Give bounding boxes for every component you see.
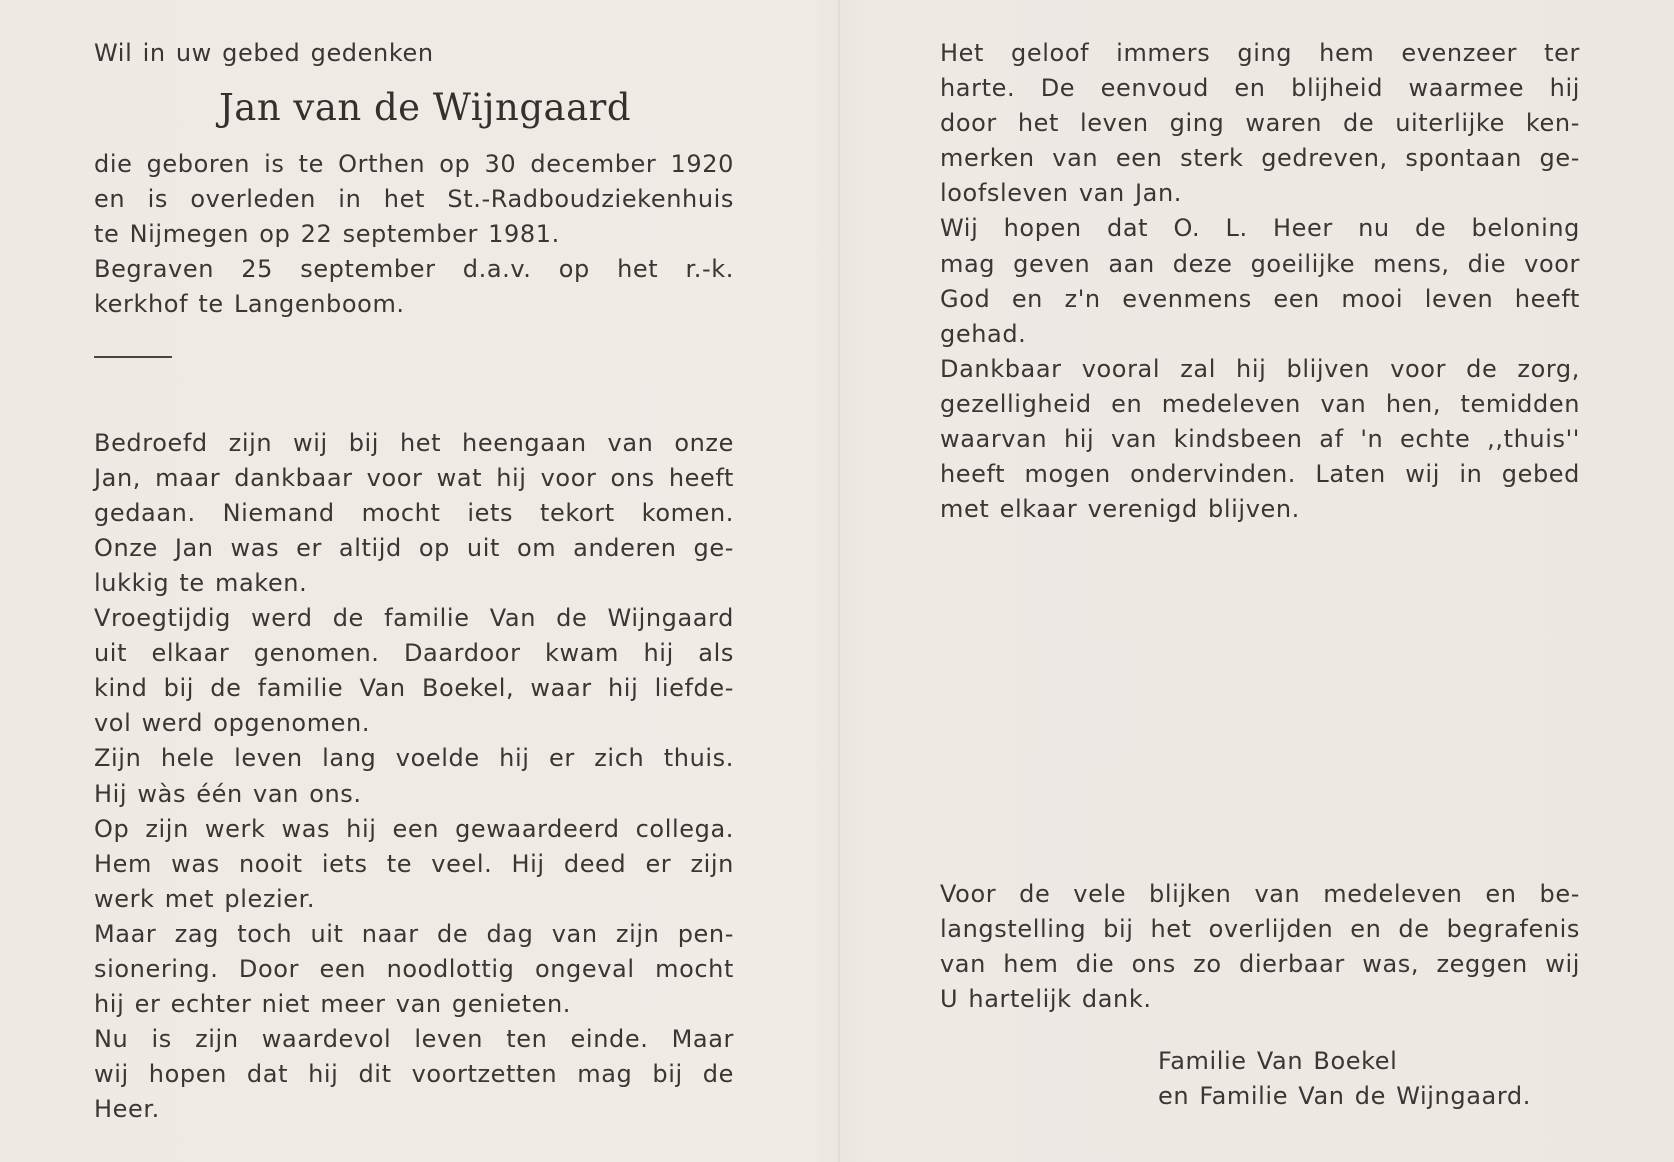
- detail-line: en is overleden in het St.-Radboudziekenhuis: [94, 185, 734, 214]
- text-line: langstelling bij het overlijden en de begrafenis: [940, 915, 1580, 944]
- text-line: sionering. Door een noodlottig ongeval mocht: [94, 954, 734, 983]
- text-line: werk met plezier.: [94, 884, 316, 913]
- text-line: Heer.: [94, 1095, 160, 1124]
- text-line: Wij hopen dat O. L. Heer nu de beloning: [940, 214, 1580, 243]
- signature: [1158, 1044, 1598, 1114]
- text-line: door het leven ging waren de uiterlijke ken-: [940, 109, 1580, 138]
- text-line: harte. De eenvoud en blijheid waarmee hij: [940, 74, 1580, 103]
- right-body-text: [940, 36, 1580, 527]
- signature-line: Familie Van Boekel: [1158, 1047, 1398, 1075]
- text-line: Hij wàs één van ons.: [94, 779, 362, 808]
- text-line: Nu is zijn waardevol leven ten einde. Maar: [94, 1025, 734, 1054]
- deceased-name: Jan van de Wijngaard: [218, 86, 632, 130]
- divider: [94, 356, 172, 358]
- text-line: Hem was nooit iets te veel. Hij deed er zijn: [94, 849, 734, 878]
- text-line: wij hopen dat hij dit voortzetten mag bij de: [94, 1060, 734, 1089]
- text-line: gedaan. Niemand mocht iets tekort komen.: [94, 498, 734, 527]
- text-line: mag geven aan deze goeilijke mens, die voor: [940, 249, 1580, 278]
- intro-text: Wil in uw gebed gedenken: [94, 39, 434, 67]
- text-line: Vroegtijdig werd de familie Van de Wijngaard: [94, 604, 734, 633]
- text-line: Het geloof immers ging hem evenzeer ter: [940, 39, 1580, 67]
- left-body-text: [94, 426, 734, 1128]
- detail-line: te Nijmegen op 22 september 1981.: [94, 220, 560, 249]
- detail-line: kerkhof te Langenboom.: [94, 290, 405, 319]
- right-page: [940, 36, 1580, 527]
- text-line: Op zijn werk was hij een gewaardeerd collega.: [94, 814, 734, 843]
- text-line: Jan, maar dankbaar voor wat hij voor ons heeft: [94, 463, 734, 492]
- text-line: loofsleven van Jan.: [940, 179, 1183, 208]
- text-line: Dankbaar vooral zal hij blijven voor de zorg,: [940, 354, 1580, 383]
- text-line: U hartelijk dank.: [940, 985, 1152, 1014]
- card-fold: [838, 0, 840, 1162]
- text-line: hij er echter niet meer van genieten.: [94, 990, 571, 1019]
- text-line: lukkig te maken.: [94, 568, 308, 597]
- text-line: Zijn hele leven lang voelde hij er zich thuis.: [94, 744, 734, 773]
- text-line: merken van een sterk gedreven, spontaan ge-: [940, 144, 1580, 173]
- text-line: heeft mogen ondervinden. Laten wij in gebed: [940, 460, 1580, 489]
- text-line: Maar zag toch uit naar de dag van zijn pen-: [94, 919, 734, 948]
- text-line: kind bij de familie Van Boekel, waar hij liefde-: [94, 674, 734, 703]
- thank-you-note: [940, 877, 1580, 1017]
- text-line: Bedroefd zijn wij bij het heengaan van onze: [94, 428, 734, 457]
- text-line: gehad.: [940, 319, 1027, 348]
- text-line: uit elkaar genomen. Daardoor kwam hij als: [94, 639, 734, 668]
- text-line: Voor de vele blijken van medeleven en be-: [940, 880, 1580, 908]
- text-line: vol werd opgenomen.: [94, 709, 371, 738]
- text-line: God en z'n evenmens een mooi leven heeft: [940, 284, 1580, 313]
- signature-line: en Familie Van de Wijngaard.: [1158, 1082, 1531, 1111]
- birth-death-details: [94, 147, 734, 322]
- text-line: van hem die ons zo dierbaar was, zeggen wij: [940, 950, 1580, 979]
- text-line: gezelligheid en medeleven van hen, temidden: [940, 389, 1580, 418]
- text-line: Onze Jan was er altijd op uit om anderen ge-: [94, 533, 734, 562]
- text-line: met elkaar verenigd blijven.: [940, 495, 1300, 524]
- detail-line: Begraven 25 september d.a.v. op het r.-k.: [94, 255, 734, 284]
- detail-line: die geboren is te Orthen op 30 december 1920: [94, 150, 734, 179]
- text-line: waarvan hij van kindsbeen af 'n echte ,,thuis'': [940, 425, 1580, 454]
- left-page: [94, 36, 734, 1127]
